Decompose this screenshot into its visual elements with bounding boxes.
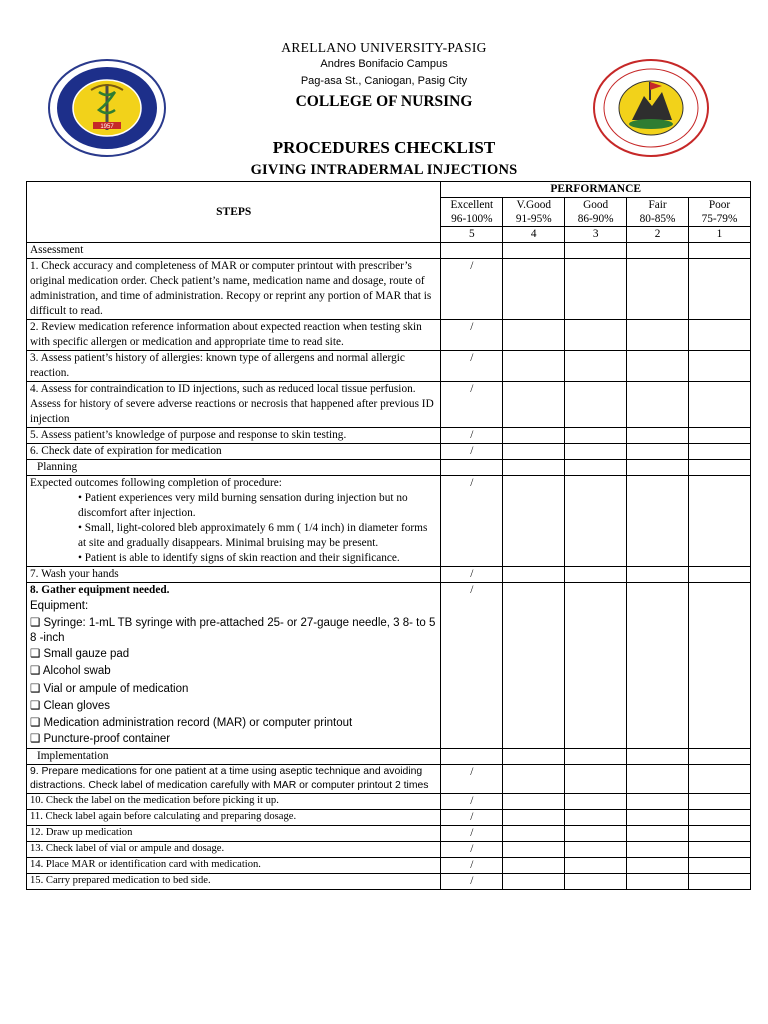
checkbox-cell[interactable] xyxy=(688,810,750,826)
checkbox-cell[interactable] xyxy=(688,874,750,890)
step-text: 12. Draw up medication xyxy=(27,826,441,842)
table-header-row xyxy=(27,182,751,198)
checkbox-cell[interactable] xyxy=(627,826,689,842)
checkbox-cell[interactable] xyxy=(688,858,750,874)
checkbox-cell[interactable] xyxy=(688,351,750,382)
checkbox-cell[interactable] xyxy=(565,259,627,320)
equipment-step xyxy=(27,583,441,749)
section-row-implementation xyxy=(27,749,751,765)
checkbox-cell-excellent[interactable]: / xyxy=(441,858,503,874)
procedure-title: GIVING INTRADERMAL INJECTIONS xyxy=(250,162,518,178)
step-text: 9. Prepare medications for one patient at a time using aseptic technique and avoiding distractions. Check label of medication carefully with MAR or computer printout 2 times xyxy=(27,765,441,794)
checkbox-cell[interactable] xyxy=(627,765,689,794)
performance-column-header: PERFORMANCE xyxy=(441,182,751,198)
step-text: 2. Review medication reference information about expected reaction when testing skin with specific allergen or medication and appropriate time to read site. xyxy=(27,320,441,351)
table-row xyxy=(27,874,751,890)
checkbox-cell-excellent[interactable]: / xyxy=(441,476,503,567)
checkbox-cell[interactable] xyxy=(688,428,750,444)
rating-excellent: Excellent 96-100% xyxy=(441,198,503,227)
table-row xyxy=(27,567,751,583)
step-text: 1. Check accuracy and completeness of MAR or computer printout with prescriber’s original medication order. Check patient’s name, medication name and dosage, route of administration, and time of administration. Recopy or reprint any portion of MAR that is difficult to read. xyxy=(27,259,441,320)
table-row xyxy=(27,794,751,810)
checkbox-cell[interactable] xyxy=(565,428,627,444)
checkbox-cell-excellent[interactable]: / xyxy=(441,842,503,858)
checkbox-cell[interactable] xyxy=(503,858,565,874)
checkbox-cell-excellent[interactable]: / xyxy=(441,794,503,810)
step-text: 8. Gather equipment needed. xyxy=(30,584,170,596)
planning-outcomes xyxy=(27,476,441,567)
rating-very-good: V.Good 91-95% xyxy=(503,198,565,227)
checkbox-cell-excellent[interactable]: / xyxy=(441,351,503,382)
equipment-item: ❑ Alcohol swab xyxy=(30,665,111,677)
checkbox-cell[interactable] xyxy=(503,476,565,567)
checkbox-cell[interactable] xyxy=(627,351,689,382)
checkbox-cell[interactable] xyxy=(503,810,565,826)
checkbox-cell[interactable] xyxy=(688,444,750,460)
table-row xyxy=(27,858,751,874)
checkbox-cell[interactable] xyxy=(503,794,565,810)
checkbox-cell-excellent[interactable]: / xyxy=(441,874,503,890)
equipment-item: ❑ Small gauze pad xyxy=(30,647,130,660)
checkbox-cell[interactable] xyxy=(627,320,689,351)
checkbox-cell[interactable] xyxy=(688,826,750,842)
checkbox-cell[interactable] xyxy=(503,382,565,428)
checkbox-cell[interactable] xyxy=(627,874,689,890)
checkbox-cell[interactable] xyxy=(627,842,689,858)
checkbox-cell[interactable] xyxy=(627,382,689,428)
checkbox-cell[interactable] xyxy=(565,320,627,351)
campus-name: Andres Bonifacio Campus xyxy=(320,58,448,70)
outcome-item: • Patient is able to identify signs of skin reaction and their significance. xyxy=(78,552,400,564)
table-row xyxy=(27,382,751,428)
step-text: 15. Carry prepared medication to bed side. xyxy=(27,874,441,890)
campus-address: Pag-asa St., Caniogan, Pasig City xyxy=(300,75,468,87)
checkbox-cell-excellent[interactable]: / xyxy=(441,444,503,460)
section-title-implementation: Implementation xyxy=(27,749,441,765)
table-row xyxy=(27,810,751,826)
outcome-item: • Patient experiences very mild burning sensation during injection but no discomfort after injection. xyxy=(78,492,408,519)
step-text: 13. Check label of vial or ampule and dosage. xyxy=(27,842,441,858)
table-row xyxy=(27,765,751,794)
checkbox-cell[interactable] xyxy=(688,476,750,567)
table-row xyxy=(27,826,751,842)
checkbox-cell[interactable] xyxy=(627,810,689,826)
table-row xyxy=(27,320,751,351)
step-text: 4. Assess for contraindication to ID injections, such as reduced local tissue perfusion. Assess for history of severe adverse reactions or necrosis that happened after previous ID injection xyxy=(27,382,441,428)
checkbox-cell[interactable] xyxy=(503,428,565,444)
step-text: 7. Wash your hands xyxy=(27,567,441,583)
rating-poor: Poor 75-79% xyxy=(688,198,750,227)
score-1: 1 xyxy=(688,227,750,243)
equipment-item: ❑ Vial or ampule of medication xyxy=(30,682,189,695)
checkbox-cell[interactable] xyxy=(565,382,627,428)
checkbox-cell[interactable] xyxy=(627,567,689,583)
checkbox-cell[interactable] xyxy=(503,320,565,351)
score-4: 4 xyxy=(503,227,565,243)
checkbox-cell[interactable] xyxy=(627,476,689,567)
step-text: 3. Assess patient’s history of allergies: known type of allergens and normal allergic reaction. xyxy=(27,351,441,382)
checkbox-cell[interactable] xyxy=(627,858,689,874)
checkbox-cell-excellent[interactable]: / xyxy=(441,382,503,428)
checkbox-cell[interactable] xyxy=(565,858,627,874)
checkbox-cell[interactable] xyxy=(503,583,565,749)
checkbox-cell-excellent[interactable]: / xyxy=(441,259,503,320)
section-row-planning xyxy=(27,460,751,476)
checkbox-cell[interactable] xyxy=(627,444,689,460)
step-text: 10. Check the label on the medication before picking it up. xyxy=(27,794,441,810)
score-5: 5 xyxy=(441,227,503,243)
checkbox-cell[interactable] xyxy=(627,794,689,810)
svg-text:1957: 1957 xyxy=(100,124,114,130)
section-title-planning: Planning xyxy=(27,460,441,476)
equipment-item: ❑ Syringe: 1-mL TB syringe with pre-attached 25- or 27-gauge needle, 3 8- to 5 8 -inch xyxy=(30,616,436,644)
table-row xyxy=(27,259,751,320)
score-3: 3 xyxy=(565,227,627,243)
checkbox-cell[interactable] xyxy=(503,842,565,858)
checkbox-cell[interactable] xyxy=(627,428,689,444)
checkbox-cell[interactable] xyxy=(688,583,750,749)
equipment-item: ❑ Puncture-proof container xyxy=(30,732,171,745)
checkbox-cell[interactable] xyxy=(503,259,565,320)
document-header xyxy=(0,0,768,180)
section-title-assessment: Assessment xyxy=(27,243,441,259)
step-text: 11. Check label again before calculating and preparing dosage. xyxy=(27,810,441,826)
score-2: 2 xyxy=(627,227,689,243)
section-row-assessment xyxy=(27,243,751,259)
step-text: 14. Place MAR or identification card with medication. xyxy=(27,858,441,874)
rating-fair: Fair 80-85% xyxy=(627,198,689,227)
checkbox-cell-excellent[interactable]: / xyxy=(441,320,503,351)
checkbox-cell[interactable] xyxy=(565,842,627,858)
checkbox-cell[interactable] xyxy=(503,351,565,382)
checkbox-cell-excellent[interactable]: / xyxy=(441,765,503,794)
table-row xyxy=(27,842,751,858)
checkbox-cell[interactable] xyxy=(503,826,565,842)
college-name: COLLEGE OF NURSING xyxy=(295,93,473,110)
checkbox-cell[interactable] xyxy=(503,874,565,890)
checkbox-cell[interactable] xyxy=(565,826,627,842)
checkbox-cell[interactable] xyxy=(688,382,750,428)
table-row xyxy=(27,476,751,567)
checkbox-cell[interactable] xyxy=(565,567,627,583)
checkbox-cell[interactable] xyxy=(565,444,627,460)
checkbox-cell[interactable] xyxy=(627,583,689,749)
step-text: 5. Assess patient’s knowledge of purpose and response to skin testing. xyxy=(27,428,441,444)
checkbox-cell[interactable] xyxy=(565,794,627,810)
checkbox-cell[interactable] xyxy=(688,567,750,583)
planning-intro: Expected outcomes following completion of procedure: xyxy=(30,477,282,489)
checkbox-cell-excellent[interactable]: / xyxy=(441,826,503,842)
checkbox-cell[interactable] xyxy=(688,259,750,320)
document-title: PROCEDURES CHECKLIST xyxy=(272,138,496,157)
checkbox-cell-excellent[interactable]: / xyxy=(441,810,503,826)
checkbox-cell[interactable] xyxy=(565,874,627,890)
procedures-checklist-table xyxy=(26,181,751,890)
checkbox-cell[interactable] xyxy=(503,567,565,583)
checkbox-cell[interactable] xyxy=(565,583,627,749)
equipment-label: Equipment: xyxy=(30,600,89,612)
checkbox-cell-excellent[interactable]: / xyxy=(441,428,503,444)
outcome-item: • Small, light-colored bleb approximately 6 mm ( 1/4 inch) in diameter forms at site and gradually disappears. Minimal bruising may be present. xyxy=(78,522,428,549)
steps-column-header: STEPS xyxy=(27,182,441,243)
checkbox-cell[interactable] xyxy=(503,444,565,460)
checkbox-cell[interactable] xyxy=(565,476,627,567)
table-row xyxy=(27,444,751,460)
rating-good: Good 86-90% xyxy=(565,198,627,227)
university-name: ARELLANO UNIVERSITY-PASIG xyxy=(281,40,487,55)
checkbox-cell[interactable] xyxy=(565,351,627,382)
table-row xyxy=(27,428,751,444)
checkbox-cell-excellent[interactable]: / xyxy=(441,567,503,583)
checkbox-cell[interactable] xyxy=(688,320,750,351)
checkbox-cell[interactable] xyxy=(688,842,750,858)
checkbox-cell[interactable] xyxy=(565,765,627,794)
equipment-item: ❑ Clean gloves xyxy=(30,700,110,712)
step-text: 6. Check date of expiration for medication xyxy=(27,444,441,460)
table-row xyxy=(27,351,751,382)
equipment-item: ❑ Medication administration record (MAR) or computer printout xyxy=(30,716,353,729)
table-row xyxy=(27,583,751,749)
checkbox-cell[interactable] xyxy=(503,765,565,794)
checkbox-cell[interactable] xyxy=(688,794,750,810)
checkbox-cell-excellent[interactable]: / xyxy=(441,583,503,749)
checkbox-cell[interactable] xyxy=(565,810,627,826)
checkbox-cell[interactable] xyxy=(688,765,750,794)
checkbox-cell[interactable] xyxy=(627,259,689,320)
